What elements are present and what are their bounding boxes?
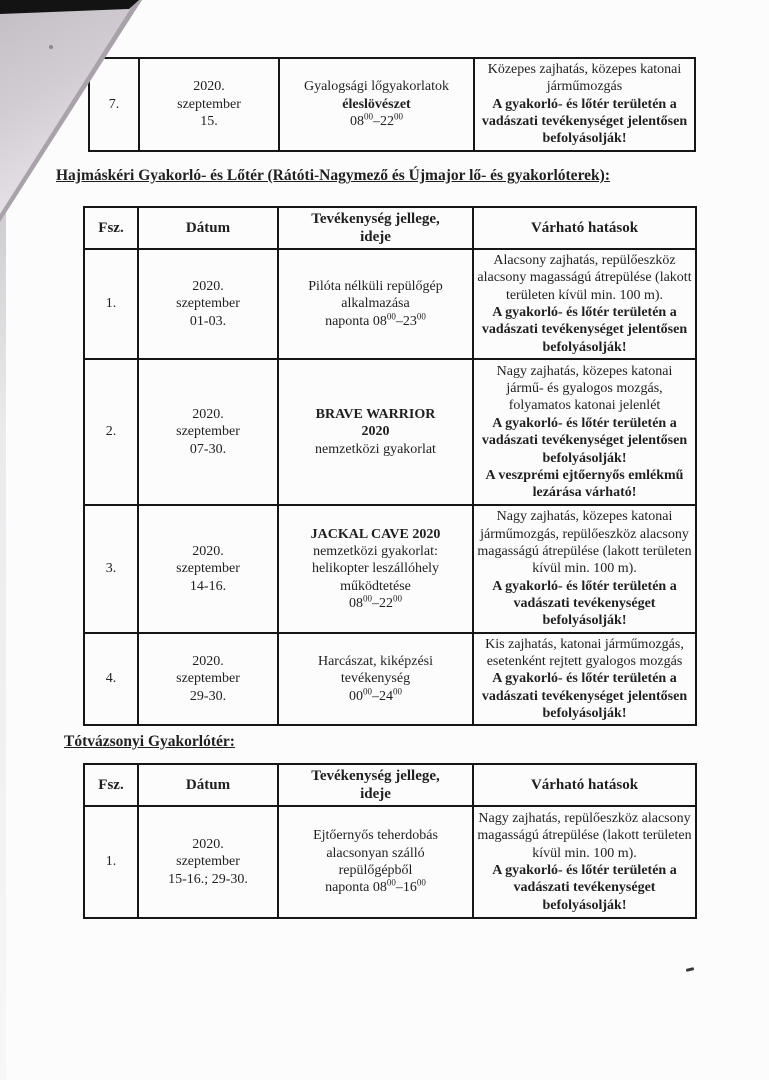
text-line xyxy=(88,853,134,870)
text-line xyxy=(282,543,469,560)
text-segment: tevékenység xyxy=(340,671,411,687)
text-segment: BRAVE WARRIOR xyxy=(315,407,436,423)
text-line xyxy=(142,688,274,705)
table-cell xyxy=(89,58,139,151)
table-cell xyxy=(84,806,138,918)
text-line xyxy=(282,295,469,312)
text-segment: 00 xyxy=(386,311,396,322)
text-segment: A gyakorló- és lőtér területén a vadászati tevékenységet jelentősen befolyásolják! xyxy=(481,415,688,466)
text-line xyxy=(477,578,692,630)
table-cell xyxy=(278,505,473,633)
text-segment: 29-30. xyxy=(189,688,227,704)
text-segment: –16 xyxy=(395,880,417,896)
text-segment: 1. xyxy=(105,854,117,870)
text-line xyxy=(142,406,274,423)
table-cell xyxy=(278,249,473,359)
text-segment: 00 xyxy=(393,593,402,604)
text-line xyxy=(143,113,275,130)
text-line xyxy=(142,653,274,670)
header-line: Tevékenység jellege, xyxy=(311,211,440,227)
text-segment: –22 xyxy=(372,595,393,611)
text-segment: éleslövészet xyxy=(342,96,411,112)
header-line: ideje xyxy=(360,229,391,245)
table-cell xyxy=(474,58,695,151)
text-segment: 2020. xyxy=(193,79,225,95)
text-line xyxy=(282,441,469,458)
text-line xyxy=(477,304,692,356)
text-segment: szeptember xyxy=(176,561,240,577)
header-line: Fsz. xyxy=(98,777,124,793)
text-line xyxy=(142,295,274,312)
table-cell xyxy=(84,359,138,505)
text-segment: 00 xyxy=(416,877,426,888)
scan-speck xyxy=(49,45,53,49)
table-cell xyxy=(278,806,473,918)
text-segment: Ejtőernyős teherdobás xyxy=(313,828,438,844)
text-segment: 4. xyxy=(105,671,117,687)
text-segment: A gyakorló- és lőtér területén a vadászati tevékenységet jelentősen befolyásolják! xyxy=(481,305,688,355)
text-line xyxy=(477,467,692,502)
text-line xyxy=(477,363,692,415)
text-segment: –22 xyxy=(373,114,394,130)
text-line xyxy=(477,252,692,304)
text-segment: A veszprémi ejtőernyős emlékmű lezárása várható! xyxy=(485,467,684,501)
text-segment: naponta 08 xyxy=(325,880,387,896)
table-cell xyxy=(138,633,278,726)
text-segment: szeptember xyxy=(176,854,240,870)
previous-page-partial-table xyxy=(88,57,696,152)
text-line xyxy=(478,96,691,148)
text-line xyxy=(142,853,274,870)
text-segment: Kis zajhatás, katonai járműmozgás, esetenként rejtett gyalogos mozgás xyxy=(485,636,684,670)
text-line xyxy=(88,423,134,440)
text-segment: 00 xyxy=(386,877,396,888)
header-line: Fsz. xyxy=(98,220,124,236)
text-segment: szeptember xyxy=(176,296,240,312)
text-line xyxy=(88,295,134,312)
table-cell xyxy=(138,359,278,505)
table-row xyxy=(84,249,696,359)
text-segment: 00 xyxy=(363,593,372,604)
text-line xyxy=(282,526,469,543)
text-segment: 2. xyxy=(105,424,117,440)
table-cell xyxy=(138,806,278,918)
schedule-table xyxy=(88,57,696,152)
text-segment: 00 xyxy=(416,311,426,322)
text-line xyxy=(477,415,692,467)
table-cell xyxy=(279,58,474,151)
text-segment: szeptember xyxy=(176,671,240,687)
ink-mark xyxy=(686,967,694,972)
hajmaskeri-schedule-table xyxy=(83,206,697,726)
table-row xyxy=(89,58,695,151)
text-segment: Pilóta nélküli repülőgép xyxy=(308,279,443,295)
table-cell xyxy=(473,505,696,633)
text-segment: A gyakorló- és lőtér területén a vadászati tevékenységet befolyásolják! xyxy=(492,863,677,913)
text-segment: 00 xyxy=(349,688,363,704)
table-cell xyxy=(84,633,138,726)
text-segment: 2020. xyxy=(192,407,224,423)
text-line xyxy=(282,423,469,440)
text-segment: –23 xyxy=(395,313,417,329)
text-segment: repülőgépből xyxy=(338,863,413,878)
text-segment: 1. xyxy=(105,296,117,312)
text-segment: 15-16.; 29-30. xyxy=(168,871,248,887)
text-segment: alacsonyan szálló xyxy=(326,845,425,861)
text-segment: 2020. xyxy=(192,543,224,559)
table-row xyxy=(84,806,696,918)
text-line xyxy=(282,278,469,295)
text-segment: Nagy zajhatás, közepes katonai járműmozgás, repülőeszköz alacsony magasságú átrepülése (lakott területen kívül min. 100 m). xyxy=(477,509,692,577)
header-row xyxy=(84,207,696,249)
table-cell xyxy=(278,359,473,505)
section-heading-totvazsonyi: Tótvázsonyi Gyakorlótér: xyxy=(64,733,235,750)
text-segment: Közepes zajhatás, közepes katonai járműmozgás xyxy=(487,62,682,95)
table-cell xyxy=(473,806,696,918)
text-line xyxy=(142,670,274,687)
text-line xyxy=(282,313,469,330)
text-line xyxy=(282,879,469,896)
text-line xyxy=(282,827,469,844)
table-cell xyxy=(473,359,696,505)
text-line xyxy=(88,560,134,577)
text-line xyxy=(282,406,469,423)
text-line xyxy=(142,836,274,853)
column-header xyxy=(138,207,278,249)
totvazsonyi-schedule-table xyxy=(83,763,697,919)
text-segment: Gyalogsági lőgyakorlatok xyxy=(303,79,450,95)
text-segment: A gyakorló- és lőtér területén a vadászati tevékenységet jelentősen befolyásolják! xyxy=(481,96,688,147)
text-line xyxy=(478,61,691,96)
header-line: Tevékenység jellege, xyxy=(311,768,440,784)
schedule-table xyxy=(83,763,697,919)
text-line xyxy=(477,670,692,722)
table-cell xyxy=(138,249,278,359)
table-cell xyxy=(139,58,279,151)
text-line xyxy=(283,96,470,113)
table-row xyxy=(84,359,696,505)
text-segment: Alacsony zajhatás, repülőeszköz alacsony magasságú átrepülése (lakott területen kívül min. 100 m). xyxy=(477,253,692,303)
table-row xyxy=(84,633,696,726)
column-header xyxy=(84,764,138,806)
column-header xyxy=(473,207,696,249)
text-line xyxy=(142,871,274,888)
text-line xyxy=(143,96,275,113)
text-line xyxy=(142,543,274,560)
text-segment: 2020. xyxy=(192,654,224,670)
text-segment: 08 xyxy=(349,595,363,611)
text-segment: szeptember xyxy=(177,96,241,112)
text-line xyxy=(142,313,274,330)
section-heading-hajmaskeri: Hajmáskéri Gyakorló- és Lőtér (Rátóti-Nagymező és Újmajor lő- és gyakorlóterek): xyxy=(56,167,610,184)
header-line: Várható hatások xyxy=(530,220,639,236)
text-line xyxy=(283,78,470,95)
schedule-table xyxy=(83,206,697,726)
text-segment: 01-03. xyxy=(189,313,227,329)
table-cell xyxy=(84,505,138,633)
header-line: Várható hatások xyxy=(530,777,639,793)
header-line: Dátum xyxy=(185,777,231,793)
text-segment: nemzetközi gyakorlat xyxy=(315,441,436,457)
header-line: Dátum xyxy=(185,220,231,236)
text-segment: A gyakorló- és lőtér területén a vadászati tevékenységet jelentősen befolyásolják! xyxy=(481,671,688,722)
text-line xyxy=(143,78,275,95)
text-line xyxy=(282,688,469,705)
text-segment: nemzetközi gyakorlat: xyxy=(313,543,438,559)
text-line xyxy=(477,508,692,577)
text-line xyxy=(142,423,274,440)
column-header xyxy=(84,207,138,249)
column-header xyxy=(278,764,473,806)
text-line xyxy=(282,845,469,862)
text-segment: 3. xyxy=(105,561,117,577)
text-segment: Nagy zajhatás, közepes katonai jármű- és gyalogos mozgás, folyamatos katonai jelenlét xyxy=(496,363,673,414)
text-line xyxy=(142,560,274,577)
text-segment: alkalmazása xyxy=(341,296,410,312)
table-cell xyxy=(84,249,138,359)
header-line: ideje xyxy=(360,786,391,802)
text-line xyxy=(142,441,274,458)
text-segment: –24 xyxy=(372,688,393,704)
text-segment: 2020. xyxy=(192,279,224,295)
text-segment: 14-16. xyxy=(189,578,227,594)
column-header xyxy=(473,764,696,806)
text-segment: 08 xyxy=(350,114,364,130)
text-segment: Harcászat, kiképzési xyxy=(317,654,434,670)
text-line xyxy=(282,653,469,670)
text-segment: 2020 xyxy=(361,424,390,440)
text-line xyxy=(88,670,134,687)
table-cell xyxy=(473,249,696,359)
text-segment: 00 xyxy=(363,686,372,697)
text-segment: 00 xyxy=(394,111,403,122)
text-segment: naponta 08 xyxy=(325,313,387,329)
text-line xyxy=(282,578,469,595)
text-segment: 07-30. xyxy=(189,441,227,457)
table-cell xyxy=(473,633,696,726)
text-segment: 15. xyxy=(200,114,218,130)
text-line xyxy=(477,636,692,671)
text-line xyxy=(282,595,469,612)
text-segment: 2020. xyxy=(192,836,224,852)
text-line xyxy=(282,560,469,577)
text-line xyxy=(142,278,274,295)
text-line xyxy=(93,96,135,113)
text-segment: Nagy zajhatás, repülőeszköz alacsony magasságú átrepülése (lakott területen kívül min. 100 m). xyxy=(477,810,692,861)
table-row xyxy=(84,505,696,633)
text-segment: helikopter leszállóhely xyxy=(311,561,440,577)
text-segment: szeptember xyxy=(176,424,240,440)
text-line xyxy=(282,862,469,879)
text-segment: 7. xyxy=(108,96,120,112)
table-cell xyxy=(278,633,473,726)
text-segment: A gyakorló- és lőtér területén a vadászati tevékenységet befolyásolják! xyxy=(492,578,677,629)
text-segment: 00 xyxy=(364,111,373,122)
text-line xyxy=(282,670,469,687)
text-line xyxy=(142,578,274,595)
text-line xyxy=(477,810,692,862)
text-segment: működtetése xyxy=(340,578,411,594)
text-segment: 00 xyxy=(393,686,402,697)
column-header xyxy=(138,764,278,806)
header-row xyxy=(84,764,696,806)
text-segment: JACKAL CAVE 2020 xyxy=(310,526,441,542)
table-cell xyxy=(138,505,278,633)
column-header xyxy=(278,207,473,249)
text-line xyxy=(283,113,470,130)
text-line xyxy=(477,862,692,914)
